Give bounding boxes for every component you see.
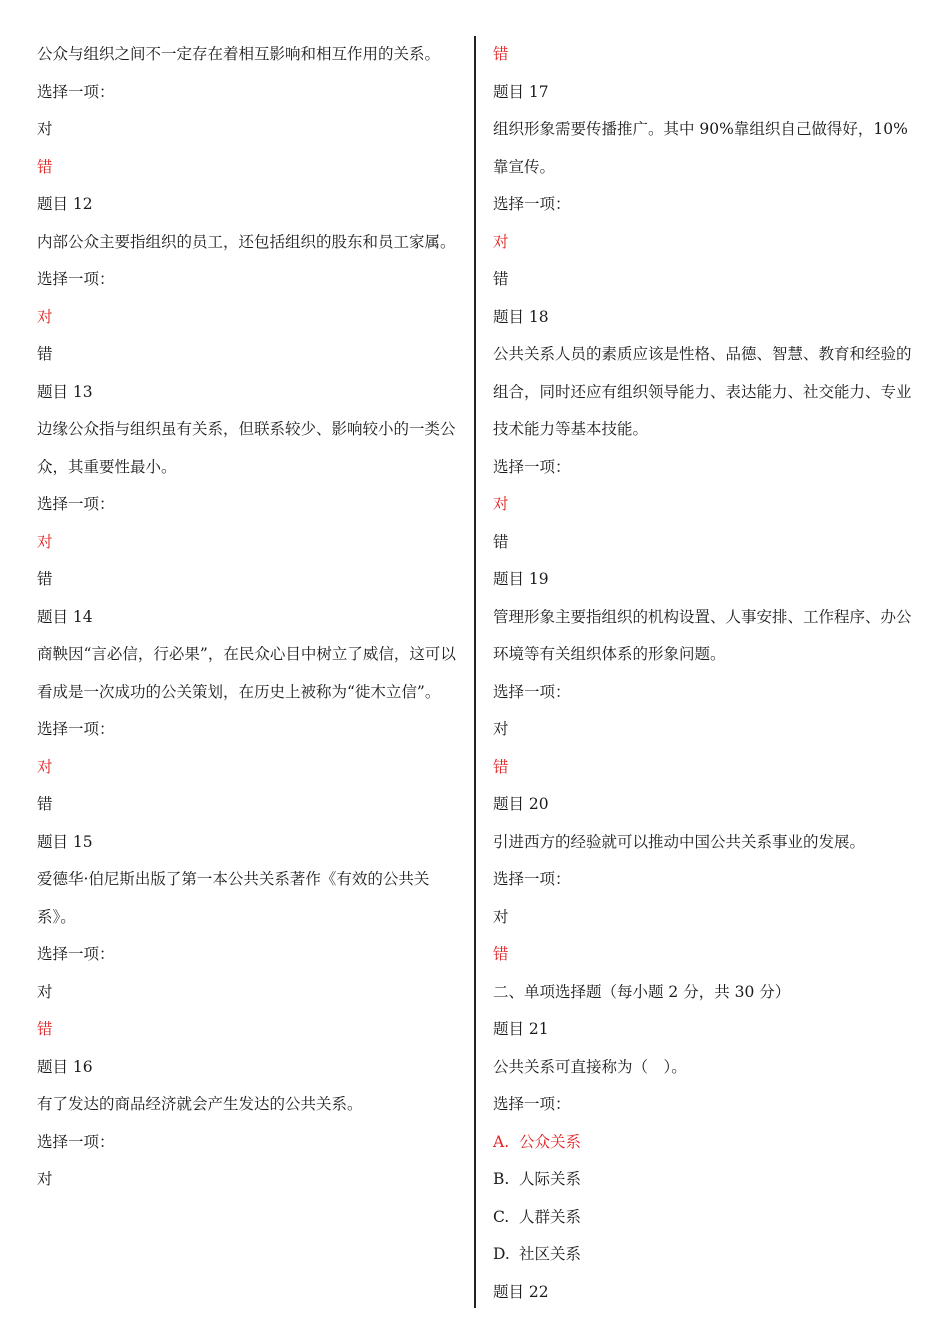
question-number: 题目 13 (37, 382, 93, 401)
choose-one-prompt: 选择一项： (37, 720, 115, 738)
answer-option: 对 (37, 1170, 53, 1188)
answer-option: 对 (37, 120, 53, 138)
answer-option: 对 (493, 495, 509, 513)
question-text: 引进西方的经验就可以推动中国公共关系事业的发展。 (493, 832, 866, 851)
question-text: 有了发达的商品经济就会产生发达的公共关系。 (37, 1095, 363, 1113)
choose-one-prompt: 选择一项： (493, 457, 571, 476)
choose-one-prompt: 选择一项： (37, 270, 115, 288)
choose-one-prompt: 选择一项： (493, 1095, 571, 1113)
section-heading: 二、单项选择题（每小题 2 分，共 30 分） (493, 982, 791, 1001)
question-text: 商鞅因“言必信，行必果”，在民众心目中树立了威信，这可以看成是一次成功的公关策划，在历史上被称为“徙木立信”。 (37, 645, 456, 701)
question-text: 公共关系可直接称为（ ）。 (493, 1057, 687, 1076)
answer-option: 对 (493, 232, 509, 251)
choose-one-prompt: 选择一项： (493, 682, 571, 701)
choose-one-prompt: 选择一项： (37, 945, 115, 963)
question-number: 题目 12 (37, 195, 93, 213)
answer-option: 错 (493, 945, 509, 963)
answer-option: 错 (37, 570, 53, 588)
choice-letter: B. (493, 1170, 510, 1188)
choose-one-prompt: 选择一项： (37, 1132, 115, 1151)
question-number: 题目 18 (493, 307, 549, 326)
answer-option: 错 (493, 757, 509, 776)
choice-letter: C. (493, 1207, 510, 1226)
answer-option: 对 (37, 307, 53, 326)
choose-one-prompt: 选择一项： (493, 195, 571, 213)
question-number: 题目 17 (493, 82, 549, 101)
choice-label: 人群关系 (519, 1207, 582, 1226)
question-text: 边缘公众指与组织虽有关系，但联系较少、影响较小的一类公众，其重要性最小。 (37, 420, 456, 476)
question-number: 题目 19 (493, 570, 549, 588)
right-column (493, 36, 918, 1311)
column-divider (474, 36, 476, 1308)
question-text: 管理形象主要指组织的机构设置、人事安排、工作程序、办公环境等有关组织体系的形象问题。 (493, 607, 912, 663)
answer-choice (493, 1124, 918, 1162)
answer-option: 错 (493, 532, 509, 551)
choice-label: 社区关系 (519, 1245, 582, 1263)
question-number: 题目 16 (37, 1057, 93, 1076)
choice-label: 公众关系 (519, 1132, 582, 1151)
choice-label: 人际关系 (519, 1170, 582, 1188)
choose-one-prompt: 选择一项： (37, 82, 115, 101)
left-column (37, 36, 463, 1199)
question-number: 题目 20 (493, 795, 549, 813)
answer-choice (493, 1199, 918, 1237)
question-text: 内部公众主要指组织的员工，还包括组织的股东和员工家属。 (37, 232, 456, 251)
answer-option: 错 (37, 345, 53, 363)
answer-choice (493, 1236, 918, 1274)
answer-option: 对 (37, 757, 53, 776)
choice-letter: A. (493, 1132, 510, 1151)
question-number: 题目 15 (37, 832, 93, 851)
choice-letter: D. (493, 1245, 510, 1263)
answer-option: 错 (37, 795, 53, 813)
answer-option: 错 (37, 1020, 53, 1038)
question-number: 题目 22 (493, 1282, 549, 1301)
answer-option: 对 (493, 720, 509, 738)
choose-one-prompt: 选择一项： (493, 870, 571, 888)
answer-option: 对 (37, 532, 53, 551)
answer-option: 错 (37, 157, 53, 176)
answer-option: 错 (493, 270, 509, 288)
answer-option: 错 (493, 45, 509, 63)
answer-choice (493, 1161, 918, 1199)
answer-option: 对 (493, 907, 509, 926)
choose-one-prompt: 选择一项： (37, 495, 115, 513)
question-text: 组织形象需要传播推广。其中 90%靠组织自己做得好，10%靠宣传。 (493, 120, 908, 176)
question-number: 题目 14 (37, 607, 93, 626)
answer-option: 对 (37, 982, 53, 1001)
question-text: 公共关系人员的素质应该是性格、品德、智慧、教育和经验的组合，同时还应有组织领导能力、表达能力、社交能力、专业技术能力等基本技能。 (493, 345, 912, 438)
question-text: 公众与组织之间不一定存在着相互影响和相互作用的关系。 (37, 45, 441, 63)
question-text: 爱德华·伯尼斯出版了第一本公共关系著作《有效的公共关系》。 (37, 870, 430, 926)
question-number: 题目 21 (493, 1020, 549, 1038)
